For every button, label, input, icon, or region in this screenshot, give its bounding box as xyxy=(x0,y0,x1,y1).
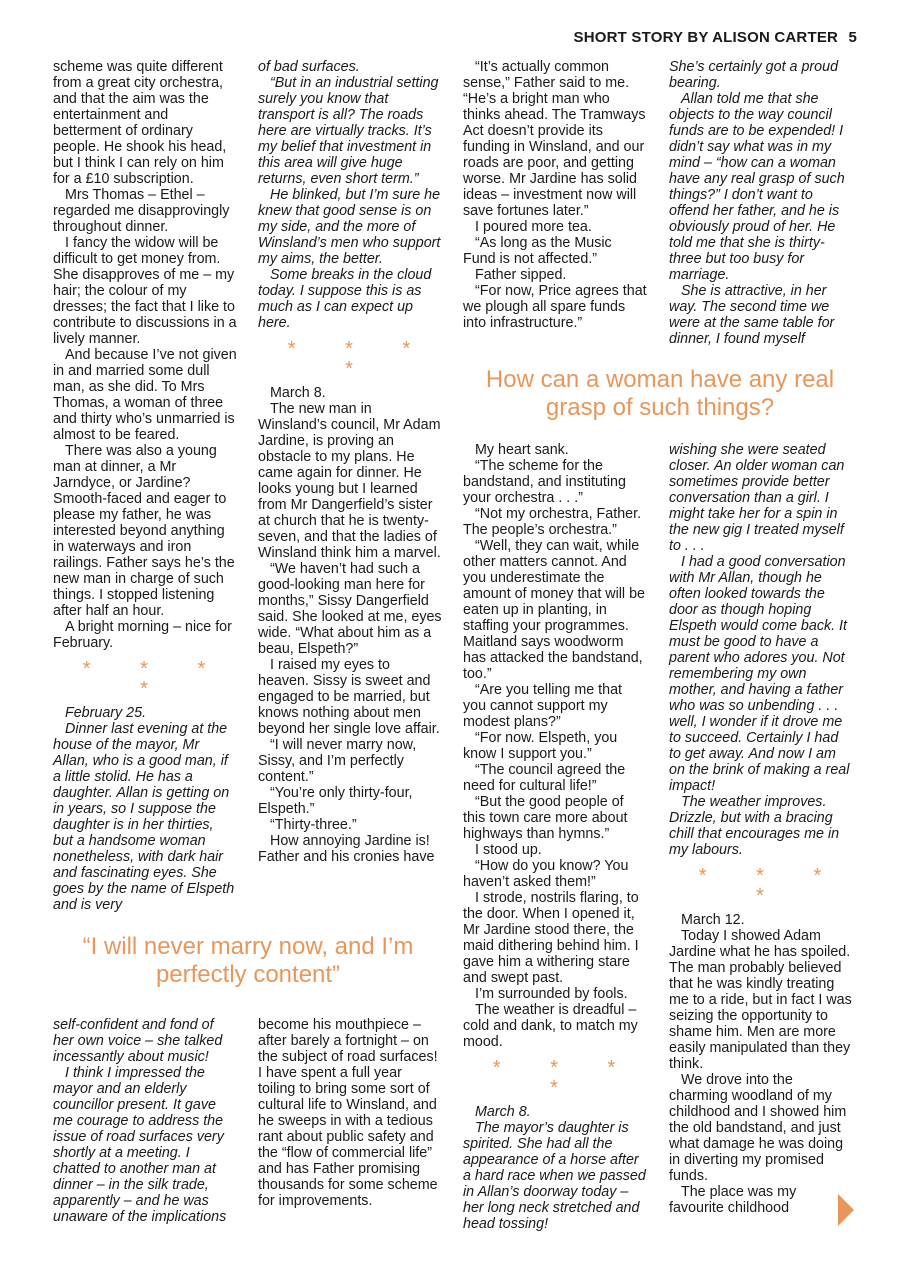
column-4-bottom xyxy=(669,442,853,1216)
diary-date: March 8. xyxy=(270,385,326,401)
paragraph: I raised my eyes to heaven. Sissy is sweet and engaged to be married, but knows nothing about men beyond her single love affair. xyxy=(258,657,440,737)
paragraph: wishing she were seated closer. An older woman can sometimes provide better conversation than a girl. I might take her for a spin in the new gig I treated myself to . . . xyxy=(669,442,845,554)
paragraph: I think I impressed the mayor and an elderly councillor present. It gave me courage to address the issue of road surfaces very shortly at a meeting. I chatted to another man at dinner – in the silk trade, apparently – and he was unaware of the implications xyxy=(53,1065,227,1225)
paragraph: “For now, Price agrees that we plough all spare funds into infrastructure.” xyxy=(463,283,647,331)
paragraph: “I will never marry now, Sissy, and I’m perfectly content.” xyxy=(258,737,417,785)
paragraph: She’s certainly got a proud bearing. xyxy=(669,59,839,91)
paragraph: Mrs Thomas – Ethel – regarded me disapprovingly throughout dinner. xyxy=(53,187,230,235)
pull-quote-1: How can a woman have any real grasp of such things? xyxy=(485,366,835,421)
paragraph: I’m surrounded by fools. xyxy=(475,986,628,1002)
paragraph: I poured more tea. xyxy=(475,219,592,235)
paragraph: Some breaks in the cloud today. I suppose this is as much as I can expect up here. xyxy=(258,267,432,331)
paragraph: I strode, nostrils flaring, to the door. When I opened it, Mr Jardine stood there, the maid dithering behind him. I gave him a withering stare and swept past. xyxy=(463,890,639,986)
arrow-right-icon xyxy=(838,1194,854,1226)
paragraph: “We haven’t had such a good-looking man here for months,” Sissy Dangerfield said. She looked at me, eyes wide. “What about him as a beau, Elspeth?” xyxy=(258,561,442,657)
paragraph: I fancy the widow will be difficult to get money from. She disapproves of me – my hair; the colour of my dresses; the fact that I like to contribute to discussions in a lively manner. xyxy=(53,235,237,347)
paragraph: scheme was quite different from a great city orchestra, and that the aim was the entertainment and betterment of ordinary people. He shook his head, but I think I can rely on him for a £10 subscription. xyxy=(53,59,227,187)
paragraph: The weather improves. Drizzle, but with a bracing chill that encourages me in my labours. xyxy=(669,794,840,858)
paragraph: “You’re only thirty-four, Elspeth.” xyxy=(258,785,413,817)
paragraph: Dinner last evening at the house of the mayor, Mr Allan, who is a good man, if a little stolid. He has a daughter. Allan is getting on in years, so I suppose the daughter is in her thirties, but a handsome woman nonetheless, with dark hair and fascinating eyes. She goes by the name of Elspeth and is very xyxy=(53,721,235,913)
section-break-stars: * * * * xyxy=(287,338,433,380)
paragraph: “For now. Elspeth, you know I support you.” xyxy=(463,730,618,762)
paragraph: “How do you know? You haven’t asked them!” xyxy=(463,858,629,890)
paragraph: Father sipped. xyxy=(475,267,567,283)
paragraph: Allan told me that she objects to the way council funds are to be expended! I didn’t say what was in my mind – “how can a woman have any real grasp of such things?” I don’t want to offend her father, and he is obviously proud of her. He told me that she is thirty-three but too busy for marriage. xyxy=(669,91,845,283)
paragraph: I had a good conversation with Mr Allan, though he often looked towards the door as though hoping Elspeth would come back. It must be good to have a parent who adores you. Not remembering my own mother, and having a father who was so unbending . . . well, I wonder if it drove me to succeed. Certainly I had to get away. And now I am on the brink of making a real impact! xyxy=(669,554,850,794)
paragraph: The weather is dreadful – cold and dank, to match my mood. xyxy=(463,1002,638,1050)
paragraph: A bright morning – nice for February. xyxy=(53,619,232,651)
paragraph: “But in an industrial setting surely you know that transport is all? The roads here are virtually tracks. It’s my belief that investment in this area will give huge returns, even short term.” xyxy=(258,75,439,187)
story-byline: SHORT STORY BY ALISON CARTER xyxy=(573,29,839,46)
column-2-bottom xyxy=(258,1017,442,1209)
column-4-top xyxy=(669,59,853,347)
paragraph: He blinked, but I’m sure he knew that good sense is on my side, and the more of Winsland’s men who support my aims, the better. xyxy=(258,187,441,267)
paragraph: “But the good people of this town care more about highways than hymns.” xyxy=(463,794,628,842)
paragraph: My heart sank. xyxy=(475,442,569,458)
paragraph: Today I showed Adam Jardine what he has spoiled. The man probably believed that he was kindly treating me to a ride, but in fact I was seizing the opportunity to shame him. Men are more easily manipulated than they think. xyxy=(669,928,852,1072)
paragraph: “As long as the Music Fund is not affected.” xyxy=(463,235,612,267)
paragraph: The place was my favourite childhood xyxy=(669,1184,797,1216)
pull-quote-2: “I will never marry now, and I’m perfectly content” xyxy=(82,933,414,988)
section-break-stars: * * * * xyxy=(82,658,228,700)
paragraph: She is attractive, in her way. The second time we were at the same table for dinner, I found myself xyxy=(669,283,835,347)
diary-date: March 12. xyxy=(681,912,745,928)
paragraph: “The scheme for the bandstand, and instituting your orchestra . . .” xyxy=(463,458,626,506)
column-3-bottom xyxy=(463,442,647,1232)
diary-date: March 8. xyxy=(475,1104,531,1120)
paragraph: And because I’ve not given in and married some dull man, as she did. To Mrs Thomas, a woman of three and thirty who’s unmarried is almost to be feared. xyxy=(53,347,237,443)
paragraph: “Thirty-three.” xyxy=(270,817,357,833)
paragraph: We drove into the charming woodland of my childhood and I showed him the old bandstand, and just what damage he was doing in diverting my promised funds. xyxy=(669,1072,847,1184)
paragraph: There was also a young man at dinner, a Mr Jarndyce, or Jardine? Smooth-faced and eager to please my father, he was interested beyond anything in waterways and iron railings. Father says he’s the new man in charge of such things. I stopped listening after half an hour. xyxy=(53,443,235,619)
paragraph: “The council agreed the need for cultural life!” xyxy=(463,762,626,794)
page-number: 5 xyxy=(848,29,857,46)
section-break-stars: * * * * xyxy=(698,865,844,907)
diary-date: February 25. xyxy=(65,705,147,721)
paragraph: The new man in Winsland’s council, Mr Adam Jardine, is proving an obstacle to my plans. He came again for dinner. He looks young but I learned from Mr Dangerfield’s sister at church that he is twenty-seven, and that the ladies of Winsland think him a marvel. xyxy=(258,401,441,561)
paragraph: The mayor’s daughter is spirited. She had all the appearance of a horse after a hard race when we passed in Allan’s doorway today – her long neck stretched and head tossing! xyxy=(463,1120,646,1232)
paragraph: become his mouthpiece – after barely a fortnight – on the subject of road surfaces! I have spent a full year toiling to bring some sort of cultural life to Winsland, and he sweeps in with a tedious rant about public safety and the “flow of commercial life” and has Father promising thousands for some scheme for improvements. xyxy=(258,1017,438,1209)
column-1-top xyxy=(53,59,237,913)
paragraph: I stood up. xyxy=(475,842,542,858)
paragraph: “It’s actually common sense,” Father said to me. “He’s a bright man who thinks ahead. The Tramways Act doesn’t provide its funding in Winsland, and our roads are poor, and getting worse. Mr Jardine has solid ideas – investment now will save fortunes later.” xyxy=(463,59,646,219)
paragraph: of bad surfaces. xyxy=(258,59,360,75)
page-header xyxy=(574,29,857,46)
section-break-stars: * * * * xyxy=(492,1057,638,1099)
column-1-bottom xyxy=(53,1017,237,1225)
column-3-top xyxy=(463,59,647,331)
paragraph: self-confident and fond of her own voice – she talked incessantly about music! xyxy=(53,1017,223,1065)
paragraph: “Are you telling me that you cannot support my modest plans?” xyxy=(463,682,623,730)
paragraph: “Well, they can wait, while other matters cannot. And you underestimate the amount of money that will be eaten up in planting, in staffing your programmes. Maitland says woodworm has attacked the bandstand, too.” xyxy=(463,538,645,682)
paragraph: How annoying Jardine is! Father and his cronies have xyxy=(258,833,435,865)
column-2-top xyxy=(258,59,442,865)
paragraph: “Not my orchestra, Father. The people’s orchestra.” xyxy=(463,506,642,538)
